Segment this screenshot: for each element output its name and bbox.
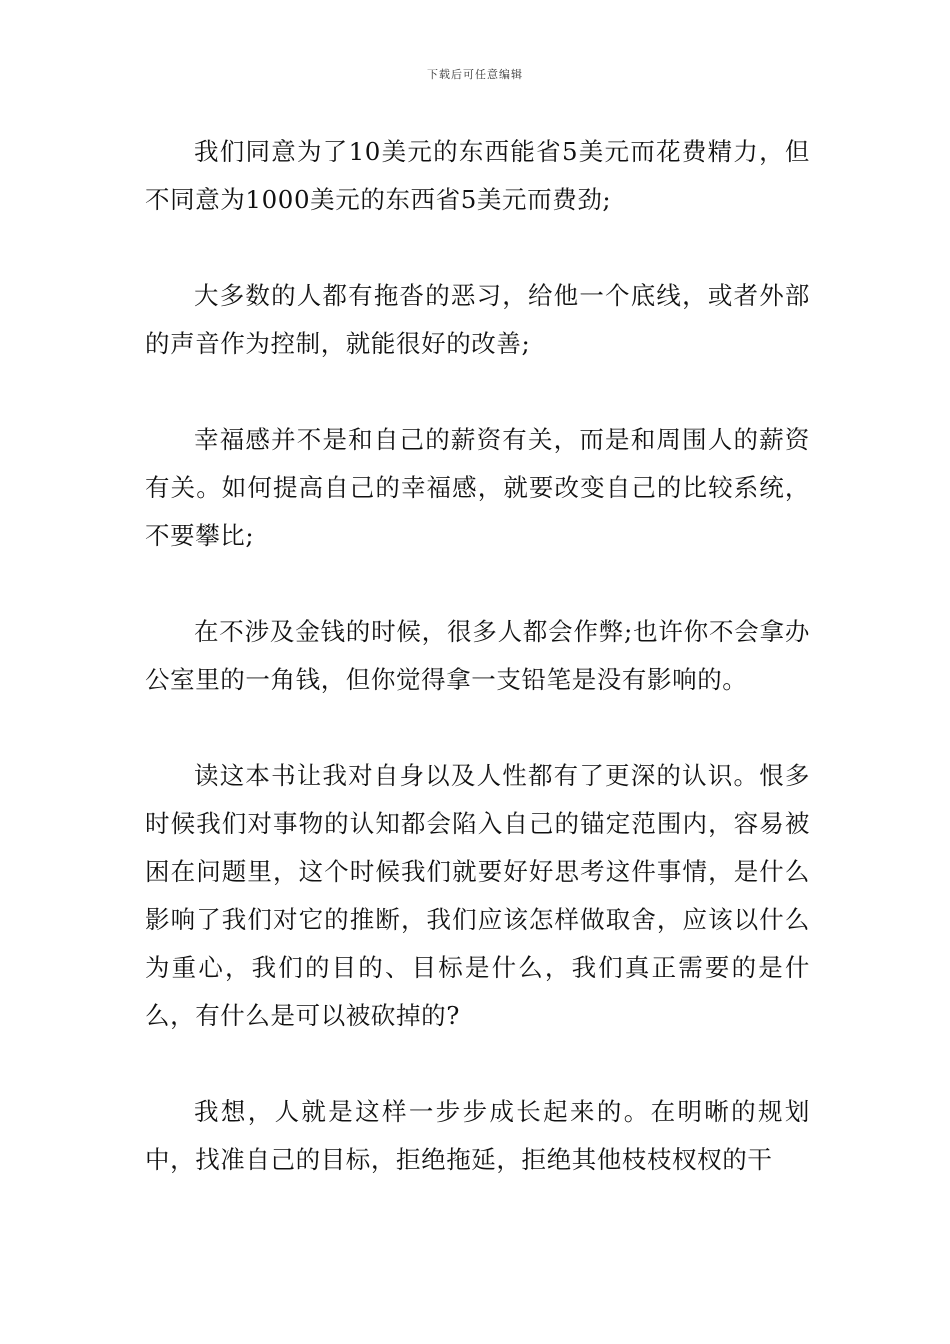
document-body bbox=[145, 128, 810, 1232]
paragraph-3: 幸福感并不是和自己的薪资有关，而是和周围人的薪资有关。如何提高自己的幸福感，就要改变自己的比较系统，不要攀比; bbox=[145, 425, 810, 550]
paragraph-5: 读这本书让我对自身以及人性都有了更深的认识。恨多时候我们对事物的认知都会陷入自己的锚定范围内，容易被困在问题里，这个时候我们就要好好思考这件事情，是什么影响了我们对它的推断，我们应该怎样做取舍，应该以什么为重心，我们的目的、目标是什么，我们真正需要的是什么，有什么是可以被砍掉的? bbox=[145, 761, 810, 1030]
paragraph-2: 大多数的人都有拖沓的恶习，给他一个底线，或者外部的声音作为控制，就能很好的改善; bbox=[145, 281, 810, 358]
paragraph-1: 我们同意为了10美元的东西能省5美元而花费精力，但不同意为1000美元的东西省5美元而费劲; bbox=[145, 137, 810, 214]
paragraph-6: 我想，人就是这样一步步成长起来的。在明晰的规划中，找准自己的目标，拒绝拖延，拒绝其他枝枝杈杈的干 bbox=[145, 1097, 810, 1174]
paragraph-4: 在不涉及金钱的时候，很多人都会作弊;也许你不会拿办公室里的一角钱，但你觉得拿一支铅笔是没有影响的。 bbox=[145, 617, 810, 694]
header-note: 下载后可任意编辑 bbox=[427, 68, 523, 81]
